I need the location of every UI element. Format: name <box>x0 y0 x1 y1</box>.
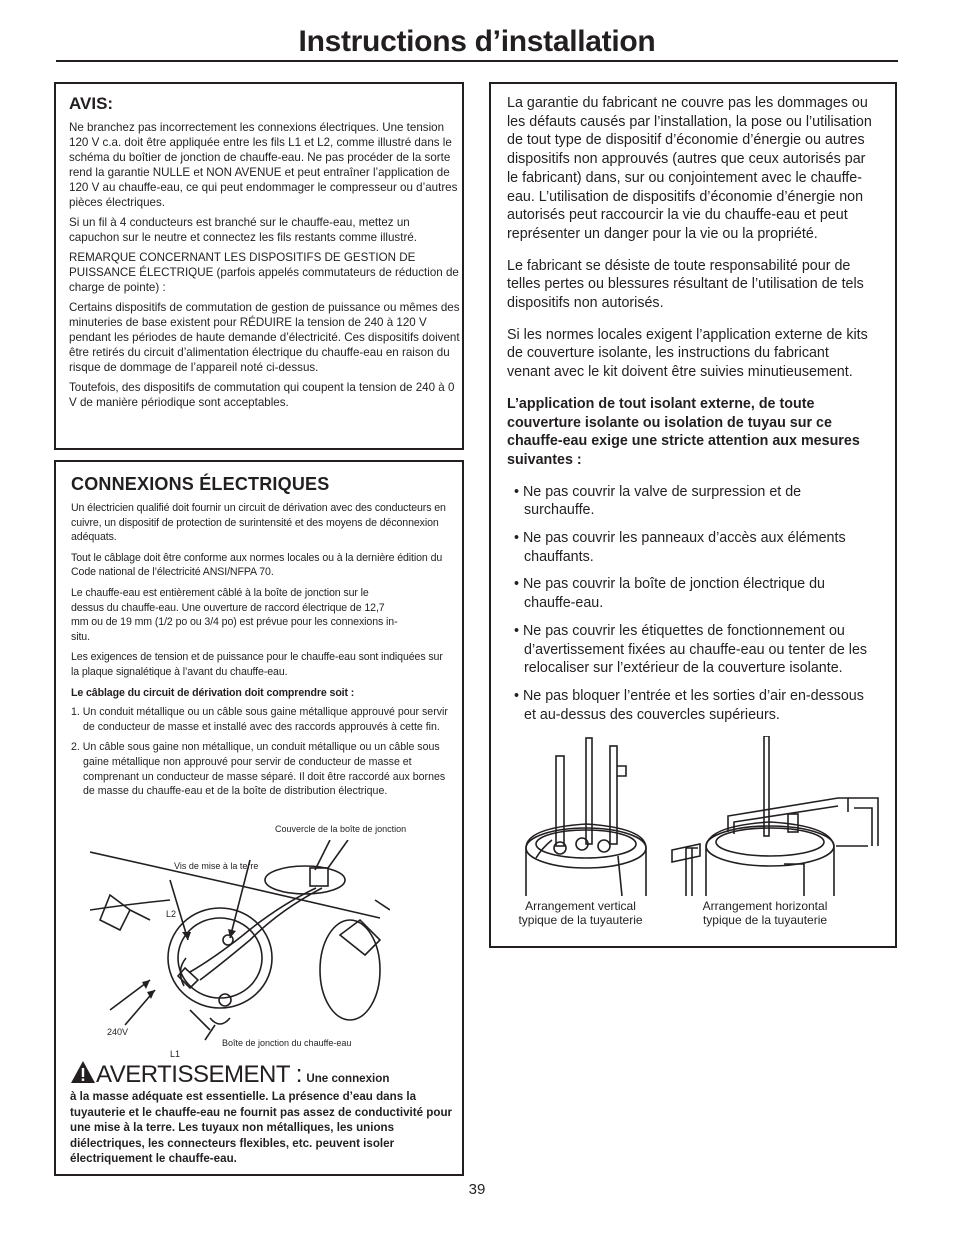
diagram-label-junction-box: Boîte de jonction du chauffe-eau <box>222 1038 352 1048</box>
list-item: • Ne pas couvrir les étiquettes de fonctionnement ou d’avertissement fixées au chauffe-eau ou tenter de les relocaliser sur l’extérieur de la couverture isolante. <box>514 622 868 677</box>
warning-triangle-icon <box>70 1060 96 1084</box>
page-number: 39 <box>468 1181 486 1198</box>
connexions-paragraph: Le chauffe-eau est entièrement câblé à la boîte de jonction sur le dessus du chauffe-eau. Une ouverture de raccord électrique de 12,7 mm ou de 19 mm (1/2 po ou 3/4 po) est prévue pour les connexions in-situ. <box>71 586 398 643</box>
diagram-label-ground-screw: Vis de mise à la terre <box>174 861 259 871</box>
list-item: • Ne pas couvrir les panneaux d’accès aux éléments chauffants. <box>514 530 846 565</box>
connexions-paragraph: Les exigences de tension et de puissance pour le chauffe-eau sont indiquées sur la plaque signalétique à l’avant du chauffe-eau. <box>71 651 443 678</box>
caption-vertical: Arrangement vertical typique de la tuyauterie <box>518 899 643 927</box>
diagram-label-240v: 240V <box>107 1027 129 1037</box>
avis-paragraph: Certains dispositifs de commutation de gestion de puissance ou mêmes des minuteries de base existent pour RÉDUIRE la tension de 240 à 120 V pendant les périodes de haute demande d’électricité. Ces dispositifs doivent être retirés du circuit d’alimentation électrique du chauffe-eau en raison du risque de dommage de l’appareil noté ci-dessus. <box>69 301 460 374</box>
right-paragraph: Le fabricant se désiste de toute responsabilité pour de telles pertes ou blessures résultant de l’utilisation de tels dispositifs non autorisés. <box>507 257 864 312</box>
avis-paragraph: Si un fil à 4 conducteurs est branché sur le chauffe-eau, mettez un capuchon sur le neutre et connectez les fils restants comme illustré. <box>69 216 417 244</box>
list-item: • Ne pas couvrir la boîte de jonction électrique du chauffe-eau. <box>514 576 825 612</box>
connexions-subheading: Le câblage du circuit de dérivation doit comprendre soit : <box>71 686 355 699</box>
warning-body: à la masse adéquate est essentielle. La présence d’eau dans la tuyauterie et le chauffe-eau ne fournit pas assez de conductivité pour une mise à la terre. Les tuyaux non métalliques, les unions diélectriques, les connecteurs flexibles, etc. peuvent isoler électriquement le chauffe-eau. <box>70 1090 453 1166</box>
warning-lead: Une connexion <box>306 1072 390 1085</box>
avis-paragraph: REMARQUE CONCERNANT LES DISPOSITIFS DE GESTION DE PUISSANCE ÉLECTRIQUE (parfois appelés commutateurs de réduction de charge de pointe) : <box>69 251 459 294</box>
connexions-paragraph: Tout le câblage doit être conforme aux normes locales ou à la dernière édition du Code national de l’électricité ANSI/NFPA 70. <box>71 551 443 579</box>
avis-box <box>54 82 464 450</box>
page-title: Instructions d’installation <box>298 25 656 58</box>
connexions-heading: CONNEXIONS ÉLECTRIQUES <box>71 474 330 494</box>
warning-block <box>70 1060 460 1167</box>
list-item: 2. Un câble sous gaine non métallique, un conduit métallique ou un câble sous gaine métallique non approuvé pour servir de conducteur de masse et comprenant un conducteur de masse séparé. Il doit être raccordé aux bornes de masse du chauffe-eau et de la boîte de distribution électrique. <box>71 741 446 798</box>
list-item: • Ne pas bloquer l’entrée et les sorties d’air en-dessous et au-dessus des couvercles supérieurs. <box>514 687 864 723</box>
junction-box-diagram <box>90 840 390 1060</box>
diagram-label-cover: Couvercle de la boîte de jonction <box>275 824 407 834</box>
horizontal-piping-illustration <box>668 736 880 896</box>
avis-paragraph: Ne branchez pas incorrectement les connexions électriques. Une tension 120 V c.a. doit être appliquée entre les fils L1 et L2, comme illustré dans le schéma du boîtier de jonction de chauffe-eau. Ne pas procéder de la sorte rend la garantie NULLE et NON AVENUE et peut entraîner l’application de 120 V au chauffe-eau, ce qui peut endommager le compresseur ou d’autres pièces électriques. <box>69 121 458 209</box>
diagram-label-l1: L1 <box>170 1049 181 1059</box>
avis-heading: AVIS: <box>69 94 114 113</box>
wiring-list <box>71 705 448 799</box>
connexions-paragraph: Un électricien qualifié doit fournir un circuit de dérivation avec des conducteurs en cuivre, un dispositif de protection de surintensité et des moyens de déconnexion adéquats. <box>71 502 446 544</box>
list-item: 1. Un conduit métallique ou un câble sous gaine métallique approuvé pour servir de conducteur de masse et installé avec des raccords approuvés à cette fin. <box>71 706 448 733</box>
diagram-label-l2: L2 <box>166 909 177 919</box>
caption-horizontal: Arrangement horizontal typique de la tuyauterie <box>702 899 828 927</box>
title-rule <box>56 60 898 62</box>
right-paragraph: La garantie du fabricant ne couvre pas les dommages ou les défauts causés par l’installation, la pose ou l’utilisation de tout type de dispositif d’économie d’énergie ou autres dispositifs non approuvés (autres que ceux autorisés par le fabricant) dans, sur ou conjointement avec le chauffe-eau. L’utilisation de dispositifs d’économie d’énergie non autorisés peut raccourcir la vie du chauffe-eau et peut représenter un danger pour la vie ou la propriété. <box>507 95 872 242</box>
vertical-piping-illustration <box>522 736 650 896</box>
right-paragraph: Si les normes locales exigent l’application externe de kits de couverture isolante, les instructions du fabricant venant avec le kit doivent être suivies minutieusement. <box>507 326 868 381</box>
right-bold-paragraph: L’application de tout isolant externe, de toute couverture isolante ou isolation de tuyau sur ce chauffe-eau exige une stricte attention aux mesures suivantes : <box>507 395 860 468</box>
warning-heading: AVERTISSEMENT : <box>96 1061 302 1088</box>
avis-paragraph: Toutefois, des dispositifs de commutation qui coupent la tension de 240 à 0 V de manière périodique sont acceptables. <box>69 381 455 409</box>
list-item: • Ne pas couvrir la valve de surpression et de surchauffe. <box>514 483 802 519</box>
insulation-bullets <box>507 483 875 725</box>
